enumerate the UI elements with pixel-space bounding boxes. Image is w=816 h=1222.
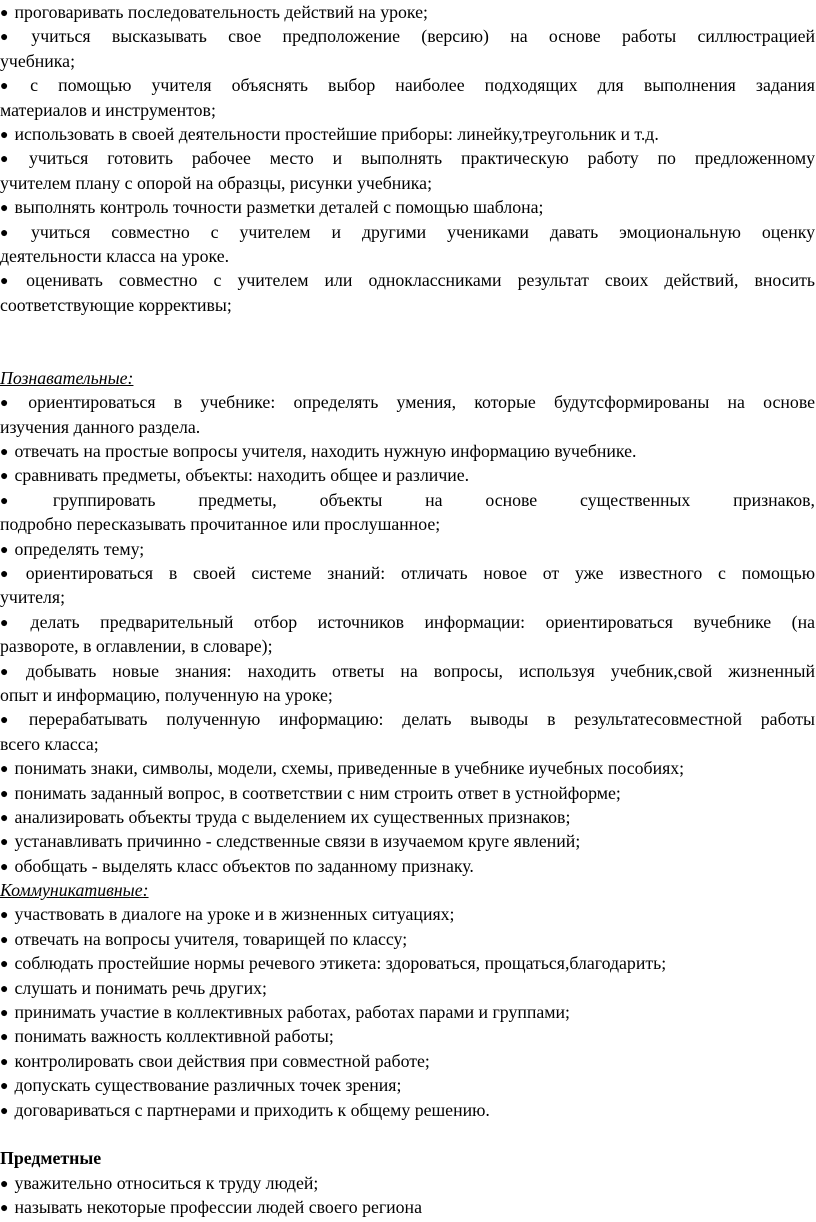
bullet-icon: ●: [0, 1103, 9, 1119]
list-item-line: [0, 293, 815, 317]
list-item-text: понимать заданный вопрос, в соответствии с ним строить ответ в устнойформе;: [14, 782, 621, 803]
list-item: [0, 561, 815, 610]
cognitive-heading-line: [0, 366, 815, 390]
bullet-icon: ●: [0, 1176, 9, 1192]
list-item-line: [0, 756, 815, 780]
bullet-icon: ●: [0, 615, 9, 631]
list-item-line: [0, 415, 815, 439]
list-item-line: [0, 1024, 815, 1048]
list-item-text: добывать новые знания: находить ответы на вопросы, используя учебник,свой жизненный: [26, 660, 815, 681]
list-item-text: отвечать на простые вопросы учителя, находить нужную информацию вучебнике.: [14, 441, 637, 462]
list-item-line: [0, 561, 815, 585]
list-item: [0, 1049, 815, 1073]
list-item: [0, 439, 815, 463]
list-item-line: [0, 1171, 815, 1195]
section-heading-cognitive: Познавательные:: [0, 367, 134, 388]
list-item-text: материалов и инструментов;: [0, 99, 216, 120]
list-item-line: [0, 244, 815, 268]
list-item-line: [0, 732, 815, 756]
list-item-line: [0, 1073, 815, 1097]
list-item: [0, 610, 815, 659]
bullet-icon: ●: [0, 79, 9, 95]
bullet-icon: ●: [0, 201, 9, 217]
list-item: [0, 707, 815, 756]
communicative-heading-line: [0, 878, 815, 902]
bullet-icon: ●: [0, 932, 9, 948]
list-item: [0, 0, 815, 24]
bullet-icon: ●: [0, 810, 9, 826]
list-item-text: сравнивать предметы, объекты: находить общее и различие.: [14, 465, 470, 486]
spacer: [0, 317, 815, 341]
list-item-text: учителя;: [0, 587, 66, 608]
bullet-icon: ●: [0, 957, 9, 973]
list-item-line: [0, 659, 815, 683]
list-item-line: [0, 927, 815, 951]
bullet-icon: ●: [0, 713, 9, 729]
list-item-text: оценивать совместно с учителем или одноклассниками результат своих действий, вносить: [26, 270, 815, 291]
subject-heading-line: [0, 1146, 815, 1170]
list-item-line: [0, 220, 815, 244]
list-item-text: подробно пересказывать прочитанное или прослушанное;: [0, 514, 441, 535]
list-item-text: договариваться с партнерами и приходить к общему решению.: [14, 1099, 490, 1120]
list-item-line: [0, 781, 815, 805]
list-item-line: [0, 634, 815, 658]
section-heading-subject: Предметные: [0, 1148, 102, 1169]
bullet-icon: ●: [0, 1079, 9, 1095]
bullet-icon: ●: [0, 566, 9, 582]
list-item: [0, 73, 815, 122]
bullet-icon: ●: [0, 835, 9, 851]
list-item-text: ориентироваться в учебнике: определять умения, которые будутсформированы на основе: [28, 392, 816, 413]
list-item: [0, 1171, 815, 1195]
list-item-line: [0, 707, 815, 731]
list-item-text: всего класса;: [0, 733, 99, 754]
section-heading-communicative: Коммуникативные:: [0, 880, 149, 901]
list-item-line: [0, 537, 815, 561]
bullet-icon: ●: [0, 1201, 9, 1217]
list-item: [0, 488, 815, 537]
list-item: [0, 146, 815, 195]
list-item-text: изучения данного раздела.: [0, 416, 201, 437]
list-item-line: [0, 1098, 815, 1122]
list-item-text: слушать и понимать речь других;: [14, 977, 267, 998]
list-item: [0, 195, 815, 219]
list-item-line: [0, 1049, 815, 1073]
bullet-icon: ●: [0, 786, 9, 802]
bullet-icon: ●: [0, 493, 9, 509]
list-item-line: [0, 902, 815, 926]
bullet-icon: ●: [0, 127, 9, 143]
list-item-line: [0, 585, 815, 609]
list-item: [0, 268, 815, 317]
list-item-text: развороте, в оглавлении, в словаре);: [0, 636, 273, 657]
list-item-text: деятельности класса на уроке.: [0, 245, 230, 266]
list-item-line: [0, 976, 815, 1000]
list-item-line: [0, 463, 815, 487]
bullet-icon: ●: [0, 225, 9, 241]
bullet-icon: ●: [0, 664, 9, 680]
list-item-text: учиться высказывать свое предположение (версию) на основе работы силлюстрацией: [31, 26, 816, 47]
communicative-section: [0, 902, 815, 1122]
list-item-text: использовать в своей деятельности простейшие приборы: линейку,треугольник и т.д.: [14, 123, 659, 144]
list-item: [0, 976, 815, 1000]
list-item-text: учебника;: [0, 50, 76, 71]
list-item-line: [0, 73, 815, 97]
list-item-line: [0, 195, 815, 219]
list-item: [0, 24, 815, 73]
list-item-line: [0, 683, 815, 707]
list-item-line: [0, 1195, 815, 1219]
list-item: [0, 756, 815, 780]
bullet-icon: ●: [0, 908, 9, 924]
list-item-text: отвечать на вопросы учителя, товарищей по классу;: [14, 928, 408, 949]
list-item: [0, 537, 815, 561]
list-item: [0, 1098, 815, 1122]
list-item-line: [0, 98, 815, 122]
list-item-text: проговаривать последовательность действий на уроке;: [14, 2, 428, 22]
bullet-icon: ●: [0, 1030, 9, 1046]
bullet-icon: ●: [0, 542, 9, 558]
list-item: [0, 805, 815, 829]
list-item-line: [0, 439, 815, 463]
list-item: [0, 1073, 815, 1097]
list-item-text: ориентироваться в своей системе знаний: отличать новое от уже известного с помощью: [25, 562, 815, 583]
list-item-line: [0, 512, 815, 536]
bullet-icon: ●: [0, 6, 9, 21]
list-item: [0, 902, 815, 926]
list-item: [0, 927, 815, 951]
subject-section: [0, 1171, 815, 1220]
list-item-line: [0, 829, 815, 853]
list-item: [0, 390, 815, 439]
list-item-text: участвовать в диалоге на уроке и в жизненных ситуациях;: [14, 904, 455, 925]
list-item-line: [0, 610, 815, 634]
list-item-text: анализировать объекты труда с выделением их существенных признаков;: [14, 806, 571, 827]
list-item-text: называть некоторые профессии людей своего региона: [14, 1197, 422, 1218]
list-item-line: [0, 122, 815, 146]
list-item: [0, 122, 815, 146]
list-item-text: принимать участие в коллективных работах, работах парами и группами;: [14, 1002, 570, 1023]
list-item-line: [0, 24, 815, 48]
bullet-icon: ●: [0, 859, 9, 875]
list-item-text: соблюдать простейшие нормы речевого этикета: здороваться, прощаться,благодарить;: [14, 953, 667, 974]
bullet-icon: ●: [0, 396, 9, 412]
list-item-line: [0, 49, 815, 73]
list-item-text: контролировать свои действия при совместной работе;: [14, 1050, 430, 1071]
bullet-icon: ●: [0, 445, 9, 461]
bullet-icon: ●: [0, 274, 9, 290]
list-item-line: [0, 951, 815, 975]
list-item-text: группировать предметы, объекты на основе существенных признаков,: [52, 489, 815, 510]
list-item-line: [0, 0, 815, 24]
list-item: [0, 854, 815, 878]
list-item-text: определять тему;: [14, 538, 145, 559]
list-item-line: [0, 488, 815, 512]
list-item-text: соответствующие коррективы;: [0, 294, 232, 315]
list-item-text: учиться готовить рабочее место и выполнять практическую работу по предложенному: [28, 148, 815, 169]
list-item: [0, 1024, 815, 1048]
list-item-text: перерабатывать полученную информацию: делать выводы в результатесовместной работы: [28, 709, 815, 730]
list-item-line: [0, 854, 815, 878]
bullet-icon: ●: [0, 762, 9, 778]
spacer: [0, 341, 815, 365]
list-item: [0, 659, 815, 708]
list-item: [0, 1195, 815, 1219]
regulatory-section: [0, 0, 815, 317]
list-item-line: [0, 146, 815, 170]
list-item: [0, 463, 815, 487]
bullet-icon: ●: [0, 469, 9, 485]
list-item-text: с помощью учителя объяснять выбор наиболее подходящих для выполнения задания: [30, 75, 815, 96]
list-item: [0, 1000, 815, 1024]
bullet-icon: ●: [0, 1006, 9, 1022]
list-item-text: допускать существование различных точек зрения;: [14, 1075, 402, 1096]
bullet-icon: ●: [0, 981, 9, 997]
cognitive-section: [0, 390, 815, 878]
list-item-text: делать предварительный отбор источников информации: ориентироваться вучебнике (на: [30, 611, 815, 632]
list-item-line: [0, 171, 815, 195]
list-item-text: учиться совместно с учителем и другими учениками давать эмоциональную оценку: [30, 221, 815, 242]
bullet-icon: ●: [0, 152, 9, 168]
list-item-text: уважительно относиться к труду людей;: [14, 1172, 319, 1193]
list-item: [0, 781, 815, 805]
list-item-text: понимать знаки, символы, модели, схемы, приведенные в учебнике иучебных пособиях;: [14, 758, 685, 779]
list-item-text: выполнять контроль точности разметки деталей с помощью шаблона;: [14, 197, 544, 218]
list-item: [0, 951, 815, 975]
spacer: [0, 1122, 815, 1146]
list-item-text: понимать важность коллективной работы;: [14, 1026, 334, 1047]
list-item-text: учителем плану с опорой на образцы, рисунки учебника;: [0, 172, 433, 193]
bullet-icon: ●: [0, 30, 9, 46]
list-item-line: [0, 268, 815, 292]
list-item-line: [0, 390, 815, 414]
list-item-line: [0, 805, 815, 829]
list-item-text: обобщать - выделять класс объектов по заданному признаку.: [14, 855, 474, 876]
list-item-text: опыт и информацию, полученную на уроке;: [0, 684, 333, 705]
list-item-text: устанавливать причинно - следственные связи в изучаемом круге явлений;: [14, 831, 581, 852]
list-item-line: [0, 1000, 815, 1024]
list-item: [0, 220, 815, 269]
list-item: [0, 829, 815, 853]
bullet-icon: ●: [0, 1054, 9, 1070]
